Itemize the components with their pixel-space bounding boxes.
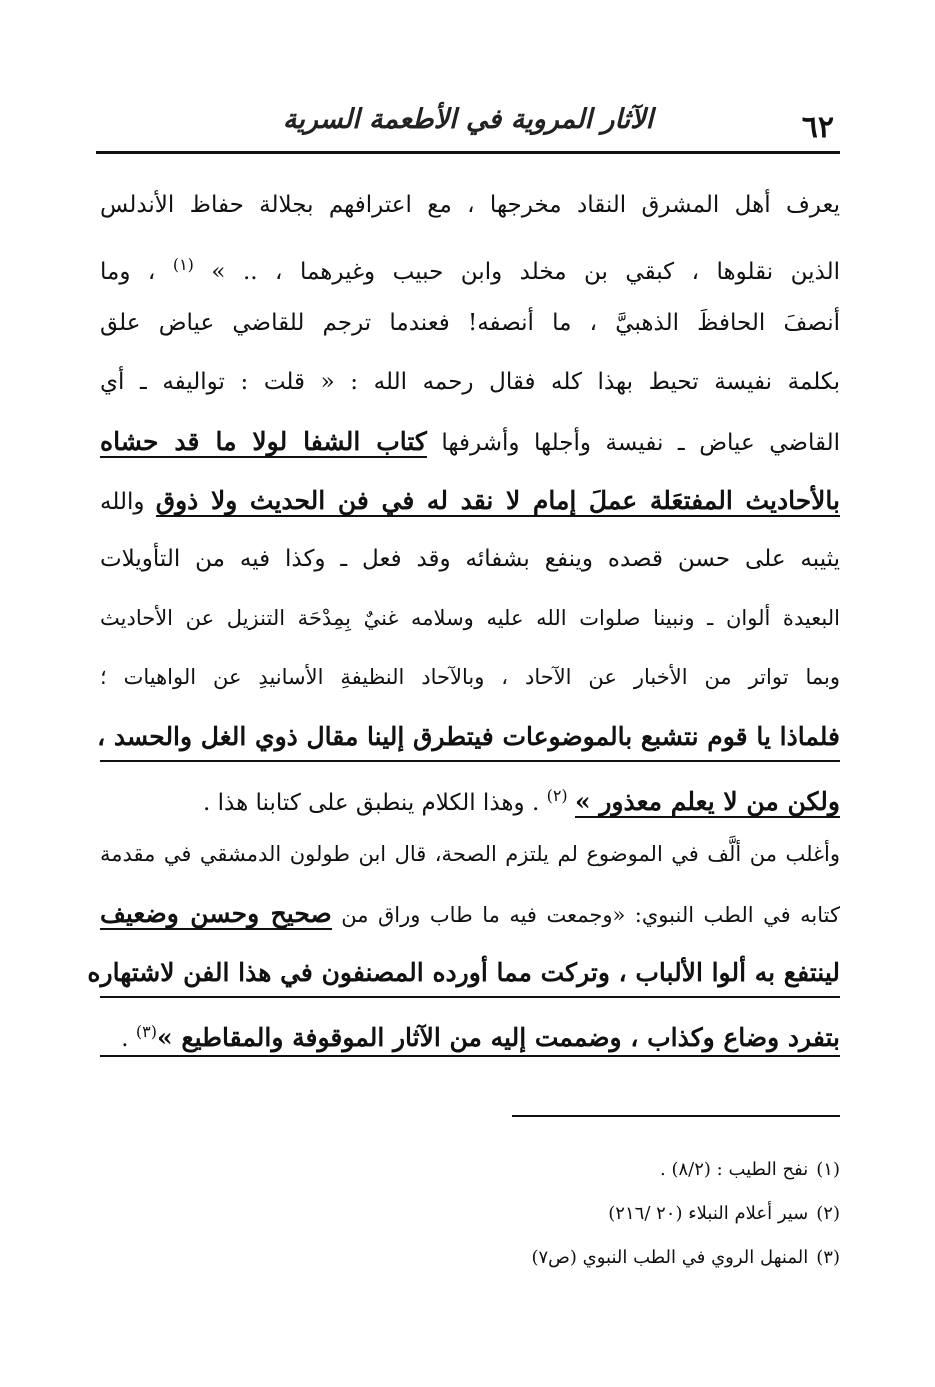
text-line: [97, 707, 840, 766]
footnote-text: نفح الطيب : (٨/٢) .: [660, 1159, 809, 1180]
footnotes: [400, 1148, 840, 1280]
page-header: [96, 100, 840, 152]
text-line: كتابه في الطب النبوي: «وجمعت فيه ما طاب وراق من صحيح وحسن وضعيف: [100, 899, 840, 928]
text-line: ولكن من لا يعلم معذور » $^{(٢)}$ . وهذا الكلام ينطبق على كتابنا هذا .: [203, 786, 840, 816]
bold-text: بتفرد وضاع وكذاب ، وضممت إليه من الآثار الموقوفة والمقاطيع »: [156, 1023, 840, 1052]
footnote-number: (٣): [816, 1247, 840, 1268]
page-number: ٦٢: [801, 110, 834, 145]
bold-underlined-text: بالأحاديث المفتعَلة عملَ إمام لا نقد له في فن الحديث ولا ذوق: [155, 486, 840, 515]
text-line: وأغلب من ألَّف في الموضوع لم يلتزم الصحة، قال ابن طولون الدمشقي في مقدمة: [100, 842, 840, 866]
footnote-number: (١): [816, 1159, 840, 1180]
bold-text: فلماذا يا قوم نتشبع بالموضوعات فيتطرق إلينا مقال ذوي الغل والحسد ،: [97, 722, 840, 751]
footnote-ref: (١): [172, 255, 194, 274]
text-line: بتفرد وضاع وكذاب ، وضممت إليه من الآثار الموقوفة والمقاطيع »$^{(٣)}$ .: [100, 1002, 840, 1061]
bold-underlined-text: كتاب الشفا لولا ما قد حشاه: [100, 427, 427, 456]
text-line: البعيدة ألوان ـ ونبينا صلوات الله عليه وسلامه غنيٌ بِمِدْحَة التنزيل عن الأحاديث: [100, 606, 840, 630]
text-line: أنصفَ الحافظَ الذهبيَّ ، ما أنصفه! فعندما ترجم للقاضي عياض علق: [100, 310, 840, 336]
body-text: [87, 176, 841, 1061]
footnote-text: سير أعلام النبلاء (٢٠ /٢١٦): [608, 1203, 809, 1224]
footnote-number: (٢): [816, 1203, 840, 1224]
bold-underlined-text: ولكن من لا يعلم معذور »: [574, 787, 840, 816]
footnote: [400, 1236, 840, 1280]
footnote-ref: (٢): [546, 786, 568, 805]
footnote-text: المنهل الروي في الطب النبوي (ص٧): [531, 1247, 809, 1268]
text-line: بكلمة نفيسة تحيط بهذا كله فقال رحمه الله : « قلت : تواليفه ـ أي: [100, 369, 840, 395]
bold-text: لينتفع به ألوا الألباب ، وتركت مما أورده المصنفون في هذا الفن لاشتهاره: [87, 958, 840, 987]
footnote-ref: (٣): [135, 1022, 157, 1041]
text-line: يثيبه على حسن قصده وينفع بشفائه وقد فعل ـ وكذا فيه من التأويلات: [100, 546, 840, 572]
text-line: يعرف أهل المشرق النقاد مخرجها ، مع اعترافهم بجلالة حفاظ الأندلس: [100, 192, 840, 218]
text-line: القاضي عياض ـ نفيسة وأجلها وأشرفها كتاب الشفا لولا ما قد حشاه: [100, 427, 840, 456]
footnote: [400, 1148, 840, 1192]
bold-underlined-text: صحيح وحسن وضعيف: [100, 899, 332, 928]
running-title: الآثار المروية في الأطعمة السرية: [282, 104, 654, 135]
footnote: [400, 1192, 840, 1236]
text-line: وبما تواتر من الأخبار عن الآحاد ، وبالآحاد النظيفةِ الأسانيدِ عن الواهيات ؛: [100, 665, 840, 689]
text-line: بالأحاديث المفتعَلة عملَ إمام لا نقد له في فن الحديث ولا ذوق والله: [100, 486, 840, 515]
text-line: [87, 943, 840, 1002]
header-rule: [96, 151, 840, 154]
footnote-rule: [512, 1115, 840, 1117]
text-line: الذين نقلوها ، كبقي بن مخلد وابن حبيب وغيرهما ، .. » $^{(١)}$ ، وما: [100, 255, 841, 285]
